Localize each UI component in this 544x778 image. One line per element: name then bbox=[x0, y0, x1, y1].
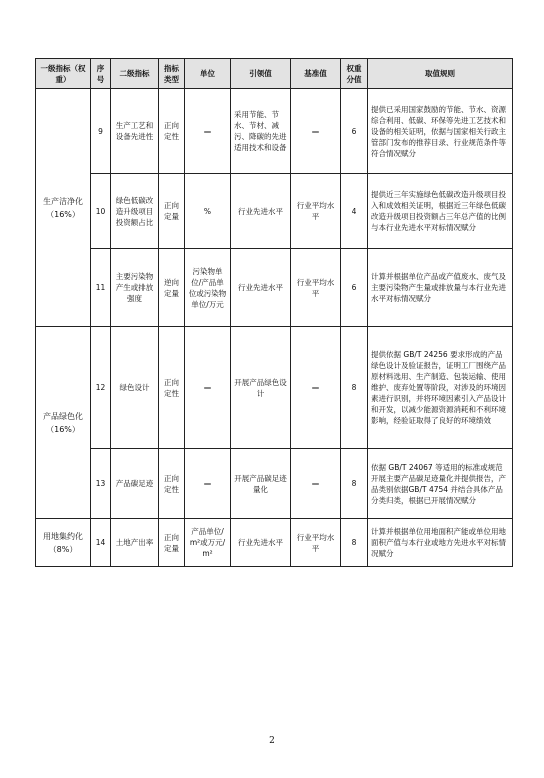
header-seq: 序号 bbox=[91, 59, 111, 89]
row-rule: 提供已采用国家鼓励的节能、节水、资源综合利用、低碳、环保等先进工艺技术和设备的相关证明，依据与国家相关行政主管部门发布的推荐目录、行业规范条件等符合情况赋分 bbox=[368, 89, 513, 174]
header-unit: 单位 bbox=[185, 59, 231, 89]
row-weight: 8 bbox=[341, 449, 368, 519]
row-indicator: 主要污染物产生或排放强度 bbox=[111, 249, 159, 327]
row-type: 正向定性 bbox=[159, 449, 185, 519]
indicator-table bbox=[35, 58, 513, 567]
row-unit: % bbox=[185, 174, 231, 249]
row-seq: 14 bbox=[91, 519, 111, 567]
row-unit: — bbox=[185, 449, 231, 519]
row-base: — bbox=[291, 449, 341, 519]
row-unit: 产品单位/m²或万元/m² bbox=[185, 519, 231, 567]
header-weight: 权重分值 bbox=[341, 59, 368, 89]
row-type: 正向定性 bbox=[159, 89, 185, 174]
row-type: 正向定量 bbox=[159, 174, 185, 249]
row-lead: 行业先进水平 bbox=[231, 249, 291, 327]
row-lead: 行业先进水平 bbox=[231, 519, 291, 567]
row-type: 逆向定量 bbox=[159, 249, 185, 327]
row-seq: 9 bbox=[91, 89, 111, 174]
row-weight: 4 bbox=[341, 174, 368, 249]
header-type: 指标类型 bbox=[159, 59, 185, 89]
header-row bbox=[36, 59, 513, 89]
row-seq: 13 bbox=[91, 449, 111, 519]
row-weight: 8 bbox=[341, 519, 368, 567]
row-indicator: 土地产出率 bbox=[111, 519, 159, 567]
row-rule: 计算并根据单位用地面积产能或单位用地面积产值与本行业或地方先进水平对标情况赋分 bbox=[368, 519, 513, 567]
row-lead: 采用节能、节水、节材、减污、降碳的先进适用技术和设备 bbox=[231, 89, 291, 174]
row-base: — bbox=[291, 89, 341, 174]
row-rule: 依据 GB/T 24067 等适用的标准或规范开展主要产品碳足迹量化并提供报告，产品类别依据GB/T 4754 并结合具体产品分类归类，根据已开展情况赋分 bbox=[368, 449, 513, 519]
row-weight: 6 bbox=[341, 89, 368, 174]
table-row bbox=[36, 89, 513, 174]
row-base: 行业平均水平 bbox=[291, 174, 341, 249]
table-row bbox=[36, 519, 513, 567]
table-row bbox=[36, 174, 513, 249]
row-seq: 11 bbox=[91, 249, 111, 327]
row-unit: — bbox=[185, 327, 231, 449]
group-name: 产品绿色化（16%） bbox=[36, 327, 91, 519]
table-row bbox=[36, 249, 513, 327]
row-type: 正向定量 bbox=[159, 519, 185, 567]
row-base: 行业平均水平 bbox=[291, 249, 341, 327]
header-lead: 引领值 bbox=[231, 59, 291, 89]
row-rule: 计算并根据单位产品或产值废水、废气及主要污染物产生量或排放量与本行业先进水平对标情况赋分 bbox=[368, 249, 513, 327]
group-name: 生产洁净化（16%） bbox=[36, 89, 91, 327]
table-row bbox=[36, 327, 513, 449]
row-base: — bbox=[291, 327, 341, 449]
row-base: 行业平均水平 bbox=[291, 519, 341, 567]
row-lead: 开展产品碳足迹量化 bbox=[231, 449, 291, 519]
row-unit: — bbox=[185, 89, 231, 174]
row-indicator: 绿色低碳改造升级项目投资额占比 bbox=[111, 174, 159, 249]
row-indicator: 绿色设计 bbox=[111, 327, 159, 449]
header-rule: 取值规则 bbox=[368, 59, 513, 89]
header-level2: 二级指标 bbox=[111, 59, 159, 89]
group-name: 用地集约化（8%） bbox=[36, 519, 91, 567]
row-indicator: 产品碳足迹 bbox=[111, 449, 159, 519]
row-unit: 污染物单位/产品单位或污染物单位/万元 bbox=[185, 249, 231, 327]
row-rule: 提供近三年实施绿色低碳改造升级项目投入和成效相关证明，根据近三年绿色低碳改造升级项目投资额占三年总产值的比例与本行业先进水平对标情况赋分 bbox=[368, 174, 513, 249]
row-indicator: 生产工艺和设备先进性 bbox=[111, 89, 159, 174]
header-base: 基准值 bbox=[291, 59, 341, 89]
page-number: 2 bbox=[269, 736, 275, 746]
row-seq: 10 bbox=[91, 174, 111, 249]
row-seq: 12 bbox=[91, 327, 111, 449]
row-lead: 开展产品绿色设计 bbox=[231, 327, 291, 449]
row-lead: 行业先进水平 bbox=[231, 174, 291, 249]
row-weight: 8 bbox=[341, 327, 368, 449]
table-row bbox=[36, 449, 513, 519]
row-weight: 6 bbox=[341, 249, 368, 327]
header-level1: 一级指标（权重） bbox=[36, 59, 91, 89]
row-rule: 提供依据 GB/T 24256 要求形成的产品绿色设计及验证报告，证明工厂围绕产品原材料选用、生产制造、包装运输、使用维护、废弃处置等阶段，对涉及的环境因素进行识别，并将环境因素引入产品设计和开发，以减少能源资源消耗和不利环境影响，经验证取得了良好的环境绩效 bbox=[368, 327, 513, 449]
row-type: 正向定性 bbox=[159, 327, 185, 449]
